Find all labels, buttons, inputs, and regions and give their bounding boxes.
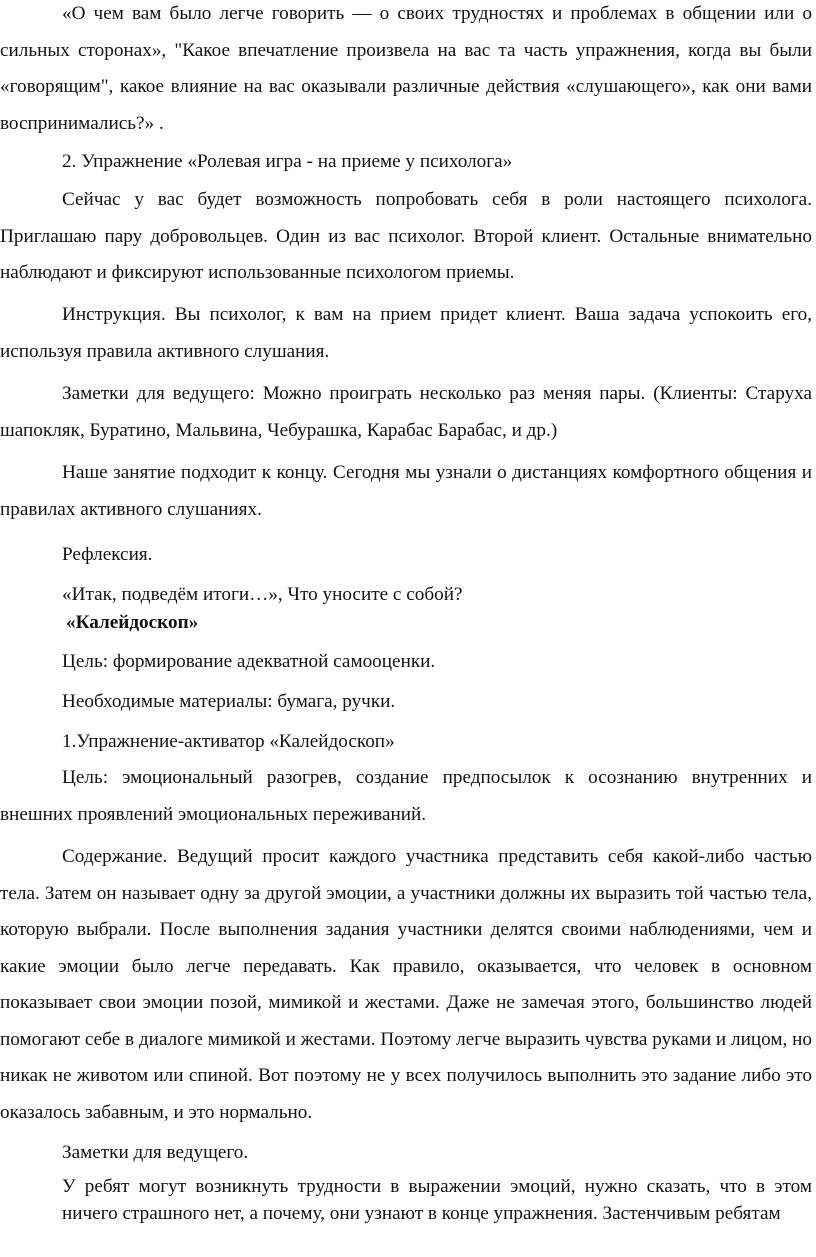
paragraph-instruction: Инструкция. Вы психолог, к вам на прием придет клиент. Ваша задача успокоить его, используя правила активного слушания. xyxy=(0,304,812,362)
reflection-label: Рефлексия. xyxy=(62,544,153,565)
exercise-heading-role-play: 2. Упражнение «Ролевая игра - на приеме у психолога» xyxy=(62,151,513,172)
paragraph-discussion-questions xyxy=(0,0,812,142)
paragraph-host-advice: У ребят могут возникнуть трудности в выражении эмоций, нужно сказать, что в этом ничего страшного нет, а почему, они узнают в конце упражнения. Застенчивым ребятам xyxy=(62,1176,812,1224)
section-title-kaleidoscope: «Калейдоскоп» xyxy=(66,612,199,633)
exercise-heading-kaleidoscope: 1.Упражнение-активатор «Калейдоскоп» xyxy=(62,731,395,752)
paragraph-session-end: Наше занятие подходит к концу. Сегодня мы узнали о дистанциях комфортного общения и правилах активного слушаниях. xyxy=(0,462,812,520)
paragraph-host-notes: Заметки для ведущего: Можно проиграть несколько раз меняя пары. (Клиенты: Старуха шапокляк, Буратино, Мальвина, Чебурашка, Карабас Барабас, и др.) xyxy=(0,383,812,441)
paragraph-content: Содержание. Ведущий просит каждого участника представить себя какой-либо частью тела. Затем он называет одну за другой эмоции, а участники должны их выразить той частью тела, которую выбрали. После выполнения задания участники делятся своими наблюдениями, чем и какие эмоции было легче передавать. Как правило, оказывается, что человек в основном показывает свои эмоции позой, мимикой и жестами. Даже не замечая этого, большинство людей помогают себе в диалоге мимикой и жестами. Поэтому легче выразить чувства руками и лицом, но никак не животом или спиной. Вот поэтому не у всех получилось выполнить это задание либо это оказалось забавным, и это нормально. xyxy=(0,846,812,1123)
paragraph-exercise-goal: Цель: эмоциональный разогрев, создание предпосылок к осознанию внутренних и внешних проявлений эмоциональных переживаний. xyxy=(0,767,812,825)
paragraph-text: «О чем вам было легче говорить — о своих трудностях и проблемах в общении или о сильных сторонах», "Какое впечатление произвела на вас та часть упражнения, когда вы были «говорящим", какое влияние на вас оказывали различные действия «слушающего», как они вами воспринимались?» . xyxy=(0,3,812,134)
host-notes-label: Заметки для ведущего. xyxy=(62,1142,249,1163)
paragraph-role-play-intro: Сейчас у вас будет возможность попробовать себя в роли настоящего психолога. Приглашаю пару добровольцев. Один из вас психолог. Второй клиент. Остальные внимательно наблюдают и фиксируют использованные психологом приемы. xyxy=(0,189,812,283)
paragraph-goal: Цель: формирование адекватной самооценки. xyxy=(62,651,436,672)
summary-question: «Итак, подведём итоги…», Что уносите с собой? xyxy=(62,584,463,605)
paragraph-materials: Необходимые материалы: бумага, ручки. xyxy=(62,691,396,712)
